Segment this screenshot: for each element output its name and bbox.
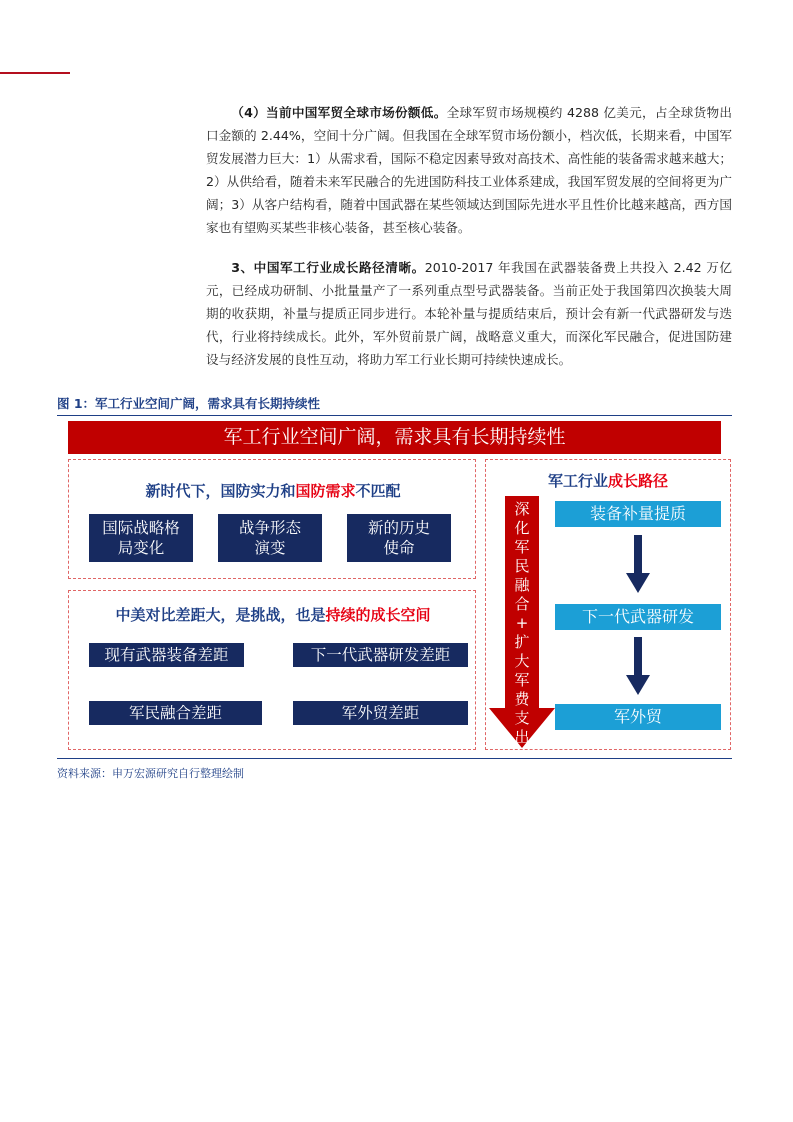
arrow-char: 民: [514, 557, 530, 575]
arrow-char: 深: [514, 500, 530, 518]
paragraph-military-trade: [206, 101, 732, 239]
source-note: 资料来源：申万宏源研究自行整理绘制: [57, 758, 732, 781]
gap-label: 下一代武器研发差距: [310, 646, 451, 664]
path-step: 装备补量提质: [555, 501, 721, 527]
heading-highlight: 成长路径: [608, 472, 669, 490]
gap-item: [293, 643, 468, 667]
paragraph-body: 2010-2017 年我国在武器装备费上共投入 2.42 万亿元，已经成功研制、小批量量产了一系列重点型号武器装备。当前正处于我国第四次换装大周期的收获期，补量与提质正同步进行。本轮补量与提质结束后，预计会有新一代武器研发与迭代，行业将持续成长。此外，军外贸前景广阔，战略意义重大，而深化军民融合，促进国防建设与经济发展的良性互动，将助力军工行业长期可持续快速成长。: [206, 260, 732, 367]
factor-box: [89, 514, 193, 562]
factor-box: [347, 514, 451, 562]
figure-diagram: [57, 418, 732, 758]
arrow-char: 出: [514, 728, 530, 746]
down-arrow-icon: [626, 637, 650, 695]
factor-box: [218, 514, 322, 562]
arrow-vertical-text: [512, 500, 532, 747]
arrow-char: 军: [514, 671, 530, 689]
arrow-char: 费: [514, 690, 530, 708]
header-accent-rule: [0, 72, 70, 74]
factor-label: 战争形态 演变: [238, 519, 301, 557]
arrow-char: 化: [514, 519, 530, 537]
down-arrow-icon: [626, 535, 650, 593]
heading-text: 不匹配: [355, 482, 401, 500]
mismatch-box: [68, 459, 476, 579]
factor-label: 新的历史 使命: [367, 519, 430, 557]
path-step: 军外贸: [555, 704, 721, 730]
gap-box: [68, 590, 476, 750]
arrow-char: 大: [514, 652, 530, 670]
heading-text: 新时代下，国防实力和: [145, 482, 296, 500]
gap-label: 军民融合差距: [128, 704, 222, 722]
factor-label: 国际战略格 局变化: [102, 519, 180, 557]
heading-highlight: 持续的成长空间: [325, 606, 431, 624]
gap-item: [293, 701, 468, 725]
path-step: 下一代武器研发: [555, 604, 721, 630]
arrow-char: 合: [514, 595, 530, 613]
gap-label: 现有武器装备差距: [104, 646, 229, 664]
arrow-char: 支: [514, 709, 530, 727]
arrow-char: 扩: [514, 633, 530, 651]
figure-caption: 图 1：军工行业空间广阔，需求具有长期持续性: [57, 394, 732, 416]
arrow-char: 融: [514, 576, 530, 594]
paragraph-lead: （4）当前中国军贸全球市场份额低。: [231, 105, 447, 120]
mismatch-heading: [69, 480, 477, 501]
heading-text: 军工行业: [547, 472, 608, 490]
gap-label: 军外贸差距: [341, 704, 420, 722]
heading-text: 中美对比差距大，是挑战，也是: [115, 606, 326, 624]
paragraph-growth-path: [206, 256, 732, 371]
paragraph-body: 全球军贸市场规模约 4288 亿美元，占全球货物出口金额的 2.44%，空间十分广阔。但我国在全球军贸市场份额小，档次低，长期来看，中国军贸发展潜力巨大：1）从需求看，国际不稳定因素导致对高技术、高性能的装备需求越来越大；2）从供给看，随着未来军民融合的先进国防科技工业体系建成，我国军贸发展的空间将更为广阔；3）从客户结构看，随着中国武器在某些领域达到国际先进水平且性价比越来越高，西方国家也有望购买某些非核心装备，甚至核心装备。: [206, 105, 733, 235]
paragraph-lead: 3、中国军工行业成长路径清晰。: [231, 260, 425, 275]
heading-highlight: 国防需求: [295, 482, 356, 500]
gap-item: [89, 643, 244, 667]
arrow-char: 军: [514, 538, 530, 556]
arrow-char: +: [515, 614, 529, 632]
gap-heading: [69, 604, 477, 625]
growth-path-heading: [486, 470, 730, 491]
gap-item: [89, 701, 262, 725]
figure-banner: 军工行业空间广阔，需求具有长期持续性: [68, 421, 721, 454]
